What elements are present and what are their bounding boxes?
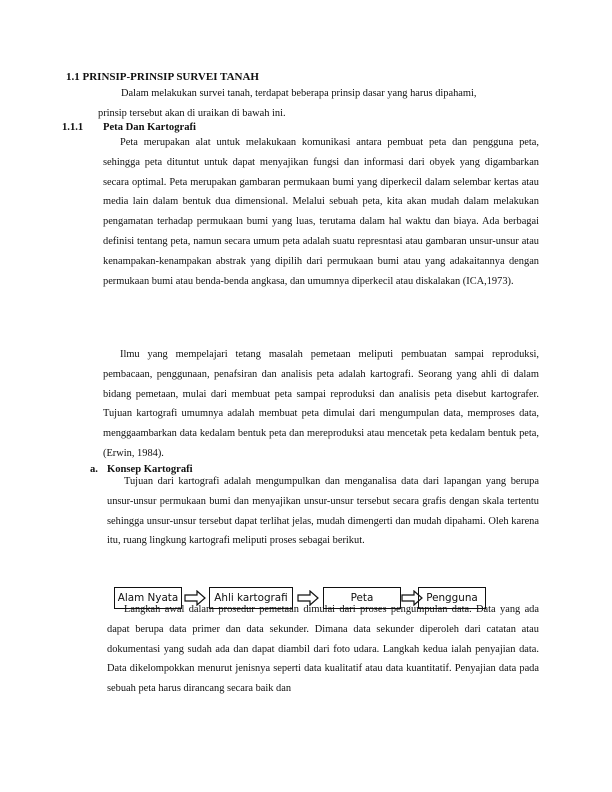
- subsection-title: Peta Dan Kartografi: [103, 122, 196, 133]
- section-heading: 1.1 PRINSIP-PRINSIP SURVEI TANAH: [66, 71, 259, 83]
- flow-step-ahli-kartografi: Ahli kartografi: [209, 587, 293, 609]
- intro-line-1: Dalam melakukan survei tanah, terdapat beberapa prinsip dasar yang harus dipahami,: [121, 88, 477, 99]
- paragraph-konsep-kartografi: Tujuan dari kartografi adalah mengumpulkan dan menganalisa data dari lapangan yang berupa unsur-unsur permukaan bumi dan menyajikan unsur-unsur tersebut secara grafis dengan skala tertentu sehingga unsur-unsur tersebut dapat terlihat jelas, mudah dimengerti dan mudah dipahami. Oleh karena itu, ruang lingkung kartografi meliputi proses sebagai berikut.: [107, 476, 539, 547]
- subsubsection-title: Konsep Kartografi: [107, 464, 193, 475]
- flow-step-alam-nyata: Alam Nyata: [114, 587, 182, 609]
- subsection-number: 1.1.1: [62, 122, 84, 133]
- paragraph-peta-definition: Peta merupakan alat untuk melakukaan komunikasi antara pembuat peta dan pengguna peta, sehingga peta dituntut untuk dapat menyajikan fungsi dan informasi dari obyek yang digambarkan secara optimal. Peta merupakan gambaran permukaan bumi yang diperkecil dalam selembar kertas atau media lain dalam bentuk dua dimensional. Melalui sebuah peta, kita akan mudah dalam melakukan pengamatan terhadap permukaan bumi yang luas, terutama dalam hal waktu dan biaya. Ada berbagai definisi tentang peta, namun secara umum peta adalah suatu represntasi atau gambaran unsur-unsur atau kenampakan-kenampakan abstrak yang dipilih dari permukaan bumi atau yang adakaitannya dengan permukaan bumi atau benda-benda angkasa, dan umumnya diperkecil atau diskalakan (ICA,1973).: [103, 137, 539, 287]
- subsubsection-marker: a.: [90, 464, 98, 475]
- flow-step-pengguna: Pengguna: [418, 587, 486, 609]
- flow-step-peta: Peta: [323, 587, 401, 609]
- paragraph-kartografi-definition: Ilmu yang mempelajari tetang masalah pemetaan meliputi pembuatan sampai reproduksi, pembacaan, penggunaan, penafsiran dan analisis peta adalah kartografi. Seorang yang ahli di dalam bidang pemetaan, mulai dari membuat peta sampai reproduksi dan analisis peta disebut kartografer. Tujuan kartografi umumnya adalah membuat peta dimulai dari mengumpulan data, memproses data, menggaambarkan data kedalam bentuk peta dan mereproduksi atau mencetak peta kedalam bentuk peta, (Erwin, 1984).: [103, 349, 539, 459]
- intro-line-2: prinsip tersebut akan di uraikan di bawah ini.: [98, 108, 286, 119]
- paragraph-langkah-pemetaan: Langkah awal dalam prosedur pemetaan dimulai dari proses pengumpulan data. Data yang ada dapat berupa data primer dan data sekunder. Dimana data sekunder diperoleh dari catatan atau dokumentasi yang sudah ada dan dapat diambil dari foto udara. Langkah kedua ialah penyajian data. Data dikelompokkan menurut jenisnya seperti data kualitatif atau data kuantitatif. Penyajian data pada sebuah peta harus dirancang secara baik dan: [107, 604, 539, 695]
